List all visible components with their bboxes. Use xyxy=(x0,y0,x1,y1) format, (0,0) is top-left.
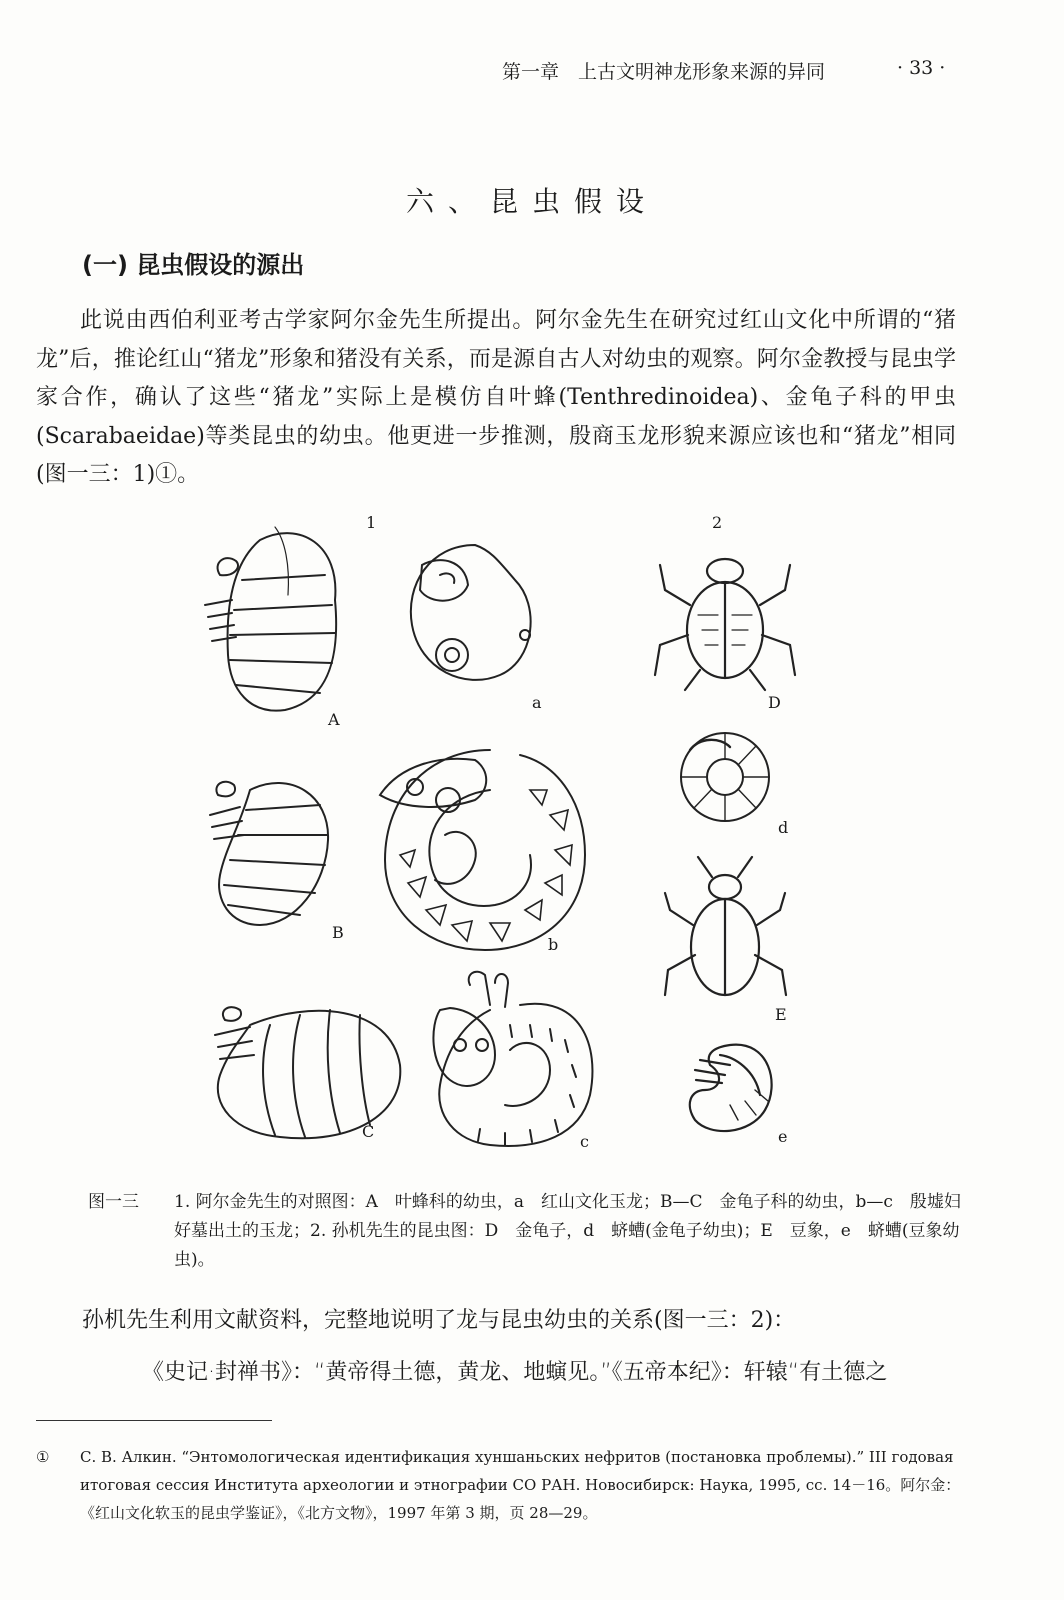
footnote-divider xyxy=(36,1420,272,1421)
yinxu-jade-dragon-drawing-c xyxy=(433,972,592,1146)
label-c: c xyxy=(580,1132,589,1151)
page-number: · 33 · xyxy=(897,57,946,79)
footnote-text: С. В. Алкин. “Энтомологическая идентификация хуншаньских нефритов (постановка проблемы).” III годовая итоговая сессия Института археологии и этнографии СО РАН. Новосибирск: Наука, 1995, сс. 14－16。阿尔金：《红山文化软玉的昆虫学鉴证》，《北方文物》，1997 年第 3 期，页 28—29。 xyxy=(80,1448,961,1522)
grub-drawing-d xyxy=(681,733,769,821)
chapter-title: 第一章 上古文明神龙形象来源的异同 xyxy=(502,61,826,83)
scarab-beetle-drawing xyxy=(655,559,795,690)
label-C: C xyxy=(362,1122,375,1141)
label-e: e xyxy=(778,1127,788,1146)
label-E: E xyxy=(775,1005,787,1024)
subsection-title: (一) 昆虫假设的源出 xyxy=(82,251,305,279)
label-d: d xyxy=(778,818,789,837)
bean-weevil-drawing xyxy=(665,857,786,995)
label-a: a xyxy=(532,693,542,712)
section-title: 六、昆虫假设 xyxy=(405,185,658,218)
running-header xyxy=(0,57,1064,87)
body-paragraph-text: 此说由西伯利亚考古学家阿尔金先生所提出。阿尔金先生在研究过红山文化中所谓的“猪龙”后，推论红山“猪龙”形象和猪没有关系，而是源自古人对幼虫的观察。阿尔金教授与昆虫学家合作，确认了这些“猪龙”实际上是模仿自叶蜂(Tenthredinoidea)、金龟子科的甲虫(Scarabaeidae)等类昆虫的幼虫。他更进一步推测，殷商玉龙形貌来源应该也和“猪龙”相同(图一三：1)①。 xyxy=(36,308,956,487)
label-D: D xyxy=(768,693,781,712)
hongshan-jade-dragon-drawing xyxy=(411,545,531,680)
body-line-sun-ji: 孙机先生利用文献资料，完整地说明了龙与昆虫幼虫的关系(图一三：2)： xyxy=(82,1308,796,1333)
figure-drawings xyxy=(190,505,810,1185)
figure-plate xyxy=(190,505,810,1185)
quotation-line: 《史记·封禅书》：“黄帝得土德，黄龙、地螾见。”《五帝本纪》：轩辕“有土德之 xyxy=(142,1360,888,1385)
figure-number: 图一三 xyxy=(88,1192,139,1212)
group-label-1: 1 xyxy=(366,513,377,532)
body-paragraph xyxy=(36,302,956,495)
label-B: B xyxy=(332,923,344,942)
scarab-larva-drawing-c xyxy=(215,1007,400,1138)
grub-drawing-e xyxy=(690,1045,772,1131)
yinxu-jade-dragon-drawing-b xyxy=(380,750,585,950)
group-label-2: 2 xyxy=(712,513,723,532)
scarab-larva-drawing-b xyxy=(210,782,328,925)
sawfly-larva-drawing xyxy=(205,527,336,711)
label-b: b xyxy=(548,935,559,954)
label-A: A xyxy=(328,710,340,729)
caption-text: 1. 阿尔金先生的对照图：A 叶蜂科的幼虫，a 红山文化玉龙；B—C 金龟子科的幼虫，b—c 殷墟妇好墓出土的玉龙；2. 孙机先生的昆虫图：D 金龟子，d 蛴螬(金龟子幼虫)；E 豆象，e 蛴螬(豆象幼虫)。 xyxy=(174,1192,961,1270)
footnote-marker: ① xyxy=(36,1448,50,1466)
